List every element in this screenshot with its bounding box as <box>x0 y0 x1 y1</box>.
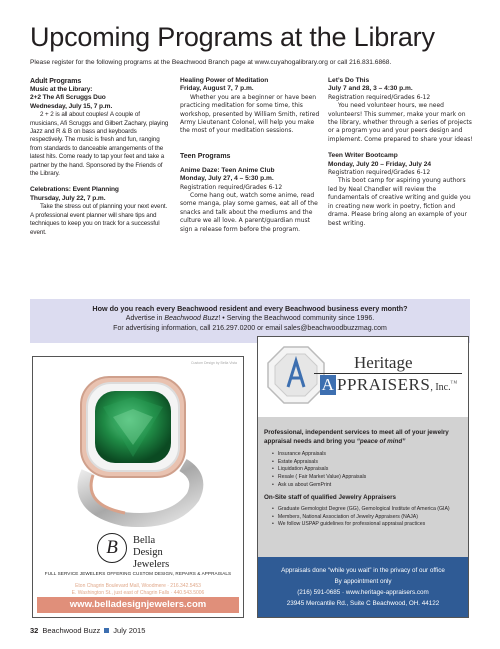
logo-inc: , Inc. <box>430 382 451 393</box>
banner-magazine-name: Beachwood Buzz <box>164 315 219 322</box>
event-subtitle: Music at the Library: <box>30 86 93 93</box>
brand-line: Jewelers <box>133 559 170 570</box>
bella-brand-name <box>133 535 181 571</box>
bella-addresses <box>37 583 239 597</box>
event-registration: Registration required/Grades 6-12 <box>180 183 283 191</box>
bella-services: FULL SERVICE JEWELERS OFFERING CUSTOM DESIGN, REPAIRS & APPRAISALS <box>44 571 232 576</box>
staff-heading: On-Site staff of qualified Jewelry Appraisers <box>264 494 397 502</box>
list-item: • Liquidation Appraisals <box>272 466 462 474</box>
bella-logo-block <box>97 531 181 570</box>
section-heading-teen: Teen Programs <box>180 152 231 160</box>
event-title: Healing Power of Meditation <box>180 77 269 84</box>
event-date: July 7 and 28, 3 – 4:30 p.m. <box>328 85 413 93</box>
heritage-octagon-icon <box>266 345 326 405</box>
list-item: • Resale ( Fair Market Value) Appraisals <box>272 474 462 482</box>
event-date: Monday, July 27, 4 – 5:30 p.m. <box>180 175 274 183</box>
event-date: Thursday, July 22, 7 p.m. <box>30 194 106 202</box>
contact-address: 23945 Mercantile Rd., Suite C Beachwood, OH. 44122 <box>286 600 440 607</box>
page-number: 32 <box>30 626 39 635</box>
banner-line-advertise <box>30 314 470 324</box>
bella-design-ad[interactable] <box>32 356 244 618</box>
list-item: • Graduate Gemologist Degree (GG), Gemological Institute of America (GIA) <box>272 506 462 514</box>
event-title: Teen Writer Bootcamp <box>328 152 398 160</box>
logo-rule <box>314 373 462 374</box>
heritage-contact-panel <box>258 557 468 617</box>
address-line: Eton Chagrin Boulevard Mall, Woodmere · 216.342.5453 <box>75 583 201 589</box>
magazine-name: Beachwood Buzz <box>42 626 101 635</box>
event-title: Celebrations: Event Planning <box>30 186 119 194</box>
brand-line: Bella Design <box>133 535 163 558</box>
event-title: 2+2 The Afi Scruggs Duo <box>30 94 106 102</box>
heritage-appraisers-ad[interactable] <box>257 336 469 618</box>
banner-text: ! • Serving the Beachwood community since 1996. <box>218 315 375 322</box>
list-item: • We follow USPAP guidelines for professional appraisal practices <box>272 521 462 529</box>
banner-text: Advertise in <box>125 315 165 322</box>
event-title: Let’s Do This <box>328 77 370 84</box>
emerald-ring-image <box>33 357 243 527</box>
bella-logo-mark: B <box>97 533 127 563</box>
logo-letter-a: A <box>321 375 335 394</box>
event-registration: Registration required/Grades 6-12 <box>328 169 431 177</box>
column-right <box>328 77 473 228</box>
event-date: Friday, August 7, 7 p.m. <box>180 85 254 93</box>
heritage-logo <box>258 337 468 417</box>
event-date: Wednesday, July 15, 7 p.m. <box>30 102 113 110</box>
list-item: • Ask us about GemPrint <box>272 482 462 490</box>
page-footer <box>30 626 145 635</box>
event-description: Take the stress out of planning your next event. A professional event planner will share tips and techniques to keep you on track for a successful event. <box>30 203 168 236</box>
ring-photo <box>33 357 243 527</box>
column-adult-programs <box>30 77 170 237</box>
column-middle <box>180 77 320 234</box>
event-title: Anime Daze: Teen Anime Club <box>180 166 275 174</box>
contact-line: By appointment only <box>334 578 392 585</box>
lead-emphasis: “peace of mind” <box>356 437 406 445</box>
appraisers-wordmark <box>320 375 458 395</box>
photo-credit: Custom Design by Bella Vista <box>190 361 237 365</box>
trademark-mark: TM <box>450 379 458 385</box>
section-heading-adult: Adult Programs <box>30 78 82 85</box>
event-description: Come hang out, watch some anime, read some manga, play some games, eat all of the snacks and talk about the mediums and the culture we all love. A parent/guardian must sign a release form before the program. <box>180 192 318 233</box>
banner-question: How do you reach every Beachwood resident and every Beachwood business every month? <box>92 304 408 313</box>
list-item: • Insurance Appraisals <box>272 451 462 459</box>
banner-contact: For advertising information, call 216.297.0200 or email sales@beachwoodbuzzmag.com <box>113 324 387 332</box>
logo-text: PPRAISERS <box>337 375 431 394</box>
appraisal-services-list <box>272 451 462 489</box>
event-date: Monday, July 20 – Friday, July 24 <box>328 160 432 168</box>
contact-phone-website[interactable]: (216) 591-0685 · www.heritage-appraisers.com <box>297 589 429 596</box>
contact-line: Appraisals done “while you wait” in the privacy of our office <box>281 567 445 574</box>
heritage-lead <box>264 429 462 446</box>
list-item: • Members, National Association of Jewelry Appraisers (NAJA) <box>272 514 462 522</box>
lead-text: Professional, independent services to meet all of your jewelry appraisal needs and bring you <box>264 429 449 445</box>
separator-square-icon <box>104 628 109 633</box>
intro-text: Please register for the following programs at the Beachwood Branch page at www.cuyahogalibrary.org or call 216.831.6868. <box>30 59 392 66</box>
list-item: • Estate Appraisals <box>272 459 462 467</box>
page-title: Upcoming Programs at the Library <box>30 22 435 52</box>
heritage-wordmark: Heritage <box>354 353 413 372</box>
event-description: This boot camp for aspiring young authors led by Neal Chandler will review the fundamentals of creative writing and guide you in creating new work in poetry, fiction and drama. Please bring along an example of your best writing. <box>328 177 471 227</box>
event-description: 2 + 2 is all about couples! A couple of musicians, Afi Scruggs and Gilbert Zachary, playing Jazz and R & B on bass and keyboards respectively. The music is fresh and fun, ranging from standards to danceable arrangements of the latest hits. Come ready to tap your feet and take a partner by the hand. Sponsored by the Friends of the Library. <box>30 111 169 178</box>
staff-qualifications-list <box>272 506 462 529</box>
event-description: You need volunteer hours, we need volunteers! This summer, make your mark on the library, whether through a series of projects or a program you and your peers design and implement. Come prepared to share your ideas! <box>328 102 473 143</box>
address-line: E. Washington St., just east of Chagrin Falls · 440.543.5006 <box>71 589 205 596</box>
event-registration: Registration required/Grades 6-12 <box>328 93 431 101</box>
issue-date: July 2015 <box>113 626 146 635</box>
event-description: Whether you are a beginner or have been practicing meditation for some time, this workshop, presented by William Smith, retired Army Lieutenant Colonel, will help you make the most of your meditation sessions. <box>180 93 320 135</box>
heritage-services-panel <box>258 417 468 557</box>
bella-website-link[interactable]: www.belladesignjewelers.com <box>37 597 239 613</box>
